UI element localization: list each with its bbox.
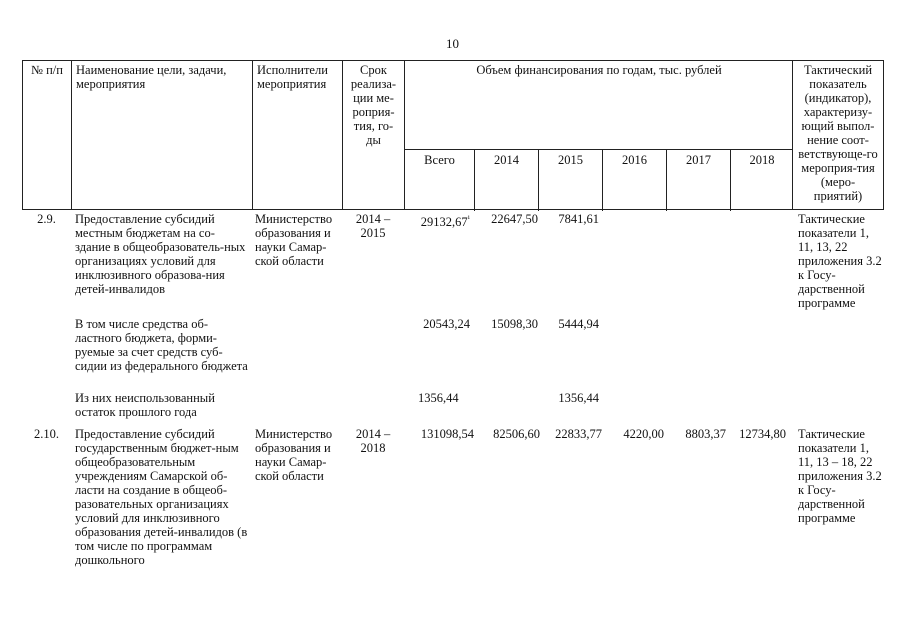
- row-2018: 12734,80: [739, 427, 786, 441]
- row-2014: 22647,50: [491, 212, 538, 226]
- row-total-value: 29132,67: [420, 215, 468, 230]
- row-executors: Министерство образования и науки Самар-ской области: [255, 427, 333, 483]
- table-row: [22, 317, 884, 392]
- row-name: Предоставление субсидий государственным бюджет-ным общеобразовательным учреждениям Самарской об-ласти на создание в общеоб-разовательных организациях условий для инклюзивного образования детей-инвалидов (в том числе по программам дошкольного: [75, 427, 248, 567]
- header-year-2016: 2016: [603, 150, 667, 211]
- row-term: 2014 – 2015: [355, 212, 391, 240]
- row-name: Из них неиспользованный остаток прошлого года: [75, 391, 215, 419]
- header-total: Всего: [405, 150, 475, 211]
- table-header: [22, 60, 884, 210]
- row-total: 1356,44: [418, 391, 459, 405]
- row-indicator: Тактические показатели 1, 11, 13 – 18, 22 приложения 3.2 к Госу-дарственной программе: [798, 427, 882, 525]
- row-num: 2.10.: [34, 427, 59, 441]
- funding-table: [22, 60, 884, 567]
- row-term: 2014 – 2018: [355, 427, 391, 455]
- row-executors: Министерство образования и науки Самар-ской области: [255, 212, 333, 268]
- row-total: [404, 212, 470, 229]
- header-indicator: Тактический показатель (индикатор), характеризу-ющий выпол-нение соот-ветствующе-го мероприя-тия (меро-приятий): [798, 63, 878, 203]
- header-term: Срок реализа-ции ме-роприя-тия, го-ды: [343, 61, 405, 209]
- row-2014: 15098,30: [491, 317, 538, 331]
- table-row: [22, 212, 884, 317]
- row-total-mark: ¹: [467, 214, 470, 223]
- row-2015: 22833,77: [555, 427, 602, 441]
- row-2017: 8803,37: [685, 427, 726, 441]
- row-num: 2.9.: [37, 212, 56, 226]
- row-2015: 1356,44: [558, 391, 599, 405]
- row-2015: 7841,61: [558, 212, 599, 226]
- header-name: Наименование цели, задачи, мероприятия: [72, 61, 253, 209]
- row-2016: 4220,00: [623, 427, 664, 441]
- header-year-2015: 2015: [539, 150, 603, 211]
- row-name: В том числе средства об-ластного бюджета, форми-руемые за счет средств суб-сидии из федерального бюджета: [75, 317, 248, 373]
- page-number: 10: [446, 36, 459, 51]
- row-name: Предоставление субсидий местным бюджетам на со-здание в общеобразователь-ных организациях условий для инклюзивного образова-ния детей-инвалидов: [75, 212, 246, 296]
- header-year-2018: 2018: [749, 153, 775, 167]
- header-year-2014: 2014: [475, 150, 539, 211]
- header-num: № п/п: [23, 61, 72, 209]
- row-indicator: Тактические показатели 1, 11, 13, 22 приложения 3.2 к Госу-дарственной программе: [798, 212, 882, 310]
- table-row: [22, 427, 884, 577]
- row-2014: 82506,60: [493, 427, 540, 441]
- table-row: [22, 391, 884, 421]
- header-executors: Исполнители мероприятия: [253, 61, 343, 209]
- row-total: 20543,24: [423, 317, 470, 331]
- header-years: [405, 149, 793, 211]
- header-funding: Объем финансирования по годам, тыс. рублей: [476, 63, 722, 77]
- row-total: 131098,54: [420, 427, 474, 441]
- header-year-2017: 2017: [667, 150, 731, 211]
- row-2015: 5444,94: [558, 317, 599, 331]
